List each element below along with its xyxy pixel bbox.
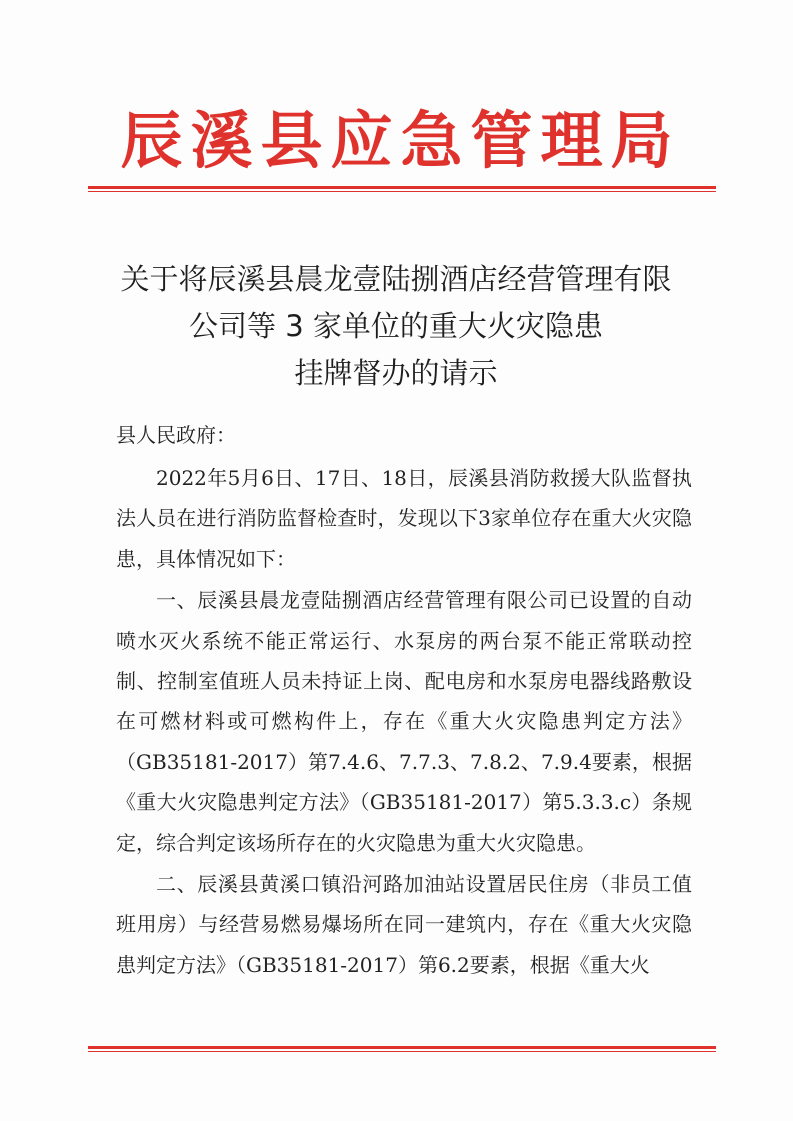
paragraph-item-1: 一、辰溪县晨龙壹陆捌酒店经营管理有限公司已设置的自动喷水灭火系统不能正常运行、水泵房的两台泵不能正常联动控制、控制室值班人员未持证上岗、配电房和水泵房电器线路敷设在可燃材料或可燃构件上，存在《重大火灾隐患判定方法》（GB35181-2017）第7.4.6、7.7.3、7.8.2、7.9.4要素，根据《重大火灾隐患判定方法》（GB35181-2017）第5.3.3.c）条规定，综合判定该场所存在的火灾隐患为重大火灾隐患。 (116, 588, 692, 855)
document-title-line-3: 挂牌督办的请示 (294, 356, 498, 390)
issuing-authority-header: 辰溪县应急管理局 (120, 104, 681, 177)
document-title-line-2: 公司等 3 家单位的重大火灾隐患 (189, 309, 603, 343)
footer-red-rule-thin (88, 1051, 716, 1052)
header-red-rule-thin (88, 191, 716, 192)
document-title (96, 256, 696, 397)
paragraph-intro: 2022年5月6日、17日、18日，辰溪县消防救援大队监督执法人员在进行消防监督检查时，发现以下3家单位存在重大火灾隐患，具体情况如下： (116, 466, 692, 571)
paragraph-item-2: 二、辰溪县黄溪口镇沿河路加油站设置居民住房（非员工值班用房）与经营易燃易爆场所在同一建筑内，存在《重大火灾隐患判定方法》（GB35181-2017）第6.2要素，根据《重大火 (116, 872, 692, 977)
body-text (116, 458, 692, 985)
document-title-line-1: 关于将辰溪县晨龙壹陆捌酒店经营管理有限 (120, 262, 672, 296)
header-red-rule (88, 186, 716, 189)
salutation: 县人民政府： (116, 423, 236, 447)
footer-red-rule (88, 1046, 716, 1049)
